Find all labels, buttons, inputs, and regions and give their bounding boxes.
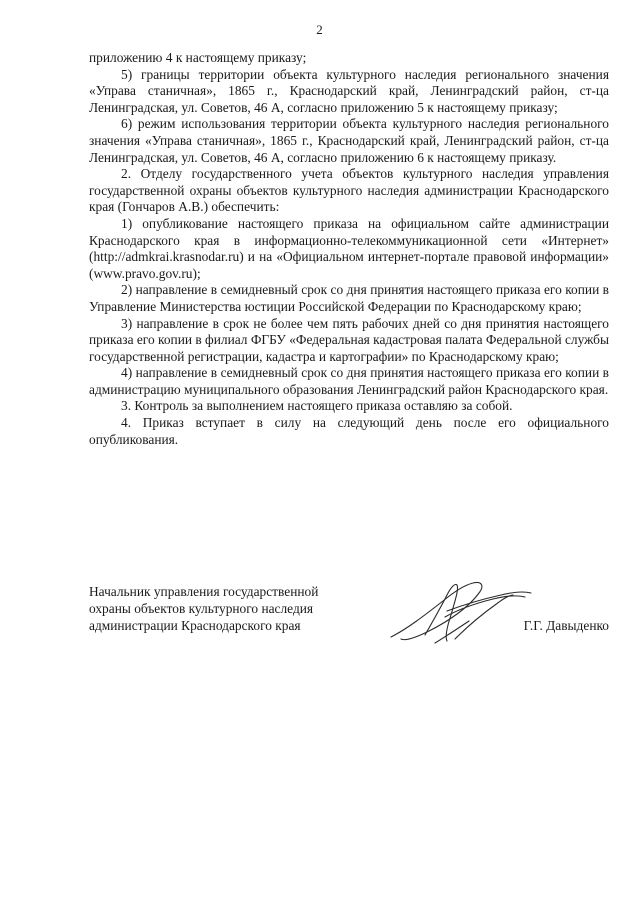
- paragraph-section-4: 4. Приказ вступает в силу на следующий день после его официального опубликования.: [89, 415, 609, 447]
- signatory-title-line: охраны объектов культурного наследия: [89, 601, 314, 616]
- paragraph-item-6: 6) режим использования территории объекта культурного наследия регионального значения «Управа станичная», 1865 г., Краснодарский край, Ленинградский район, ст-ца Ленинградская, ул. Советов, 46 А, согласно приложению 6 к настоящему приказу.: [89, 116, 609, 165]
- page-number: 2: [316, 22, 323, 37]
- signatory-title-line: администрации Краснодарского края: [89, 618, 301, 633]
- paragraph-item-5: 5) границы территории объекта культурного наследия регионального значения «Управа станичная», 1865 г., Краснодарский край, Ленинградский район, ст-ца Ленинградская, ул. Советов, 46 А, согласно приложению 5 к настоящему приказу;: [89, 66, 609, 115]
- signature-block: [89, 583, 609, 663]
- paragraph-section-2: 2. Отделу государственного учета объектов культурного наследия управления государственной охраны объектов культурного наследия администрации Краснодарского края (Гончаров А.В.) обеспечить:: [89, 166, 609, 215]
- signatory-title-line: Начальник управления государственной: [89, 584, 319, 599]
- paragraph-sub-1: 1) опубликование настоящего приказа на официальном сайте администрации Краснодарского края в информационно-телекоммуникационной сети «Интернет» (http://admkrai.krasnodar.ru) и на «Официальном интернет-портале правовой информации» (www.pravo.gov.ru);: [89, 215, 609, 281]
- paragraph-section-3: 3. Контроль за выполнением настоящего приказа оставляю за собой.: [121, 398, 513, 414]
- signatory-name: Г.Г. Давыденко: [523, 618, 609, 633]
- paragraph-continuation: приложению 4 к настоящему приказу;: [89, 50, 307, 65]
- paragraph-sub-4: 4) направление в семидневный срок со дня принятия настоящего приказа его копии в администрацию муниципального образования Ленинградский район Краснодарского края.: [89, 365, 609, 397]
- paragraph-sub-3: 3) направление в срок не более чем пять рабочих дней со дня принятия настоящего приказа его копии в филиал ФГБУ «Федеральная кадастровая палата Федеральной службы государственной регистрации, кадастра и картографии» по Краснодарскому краю;: [89, 315, 609, 364]
- document-body: [89, 50, 609, 448]
- paragraph-sub-2: 2) направление в семидневный срок со дня принятия настоящего приказа его копии в Управление Министерства юстиции Российской Федерации по Краснодарскому краю;: [89, 282, 609, 314]
- signatory-title: [89, 583, 369, 634]
- handwritten-signature: [385, 577, 535, 649]
